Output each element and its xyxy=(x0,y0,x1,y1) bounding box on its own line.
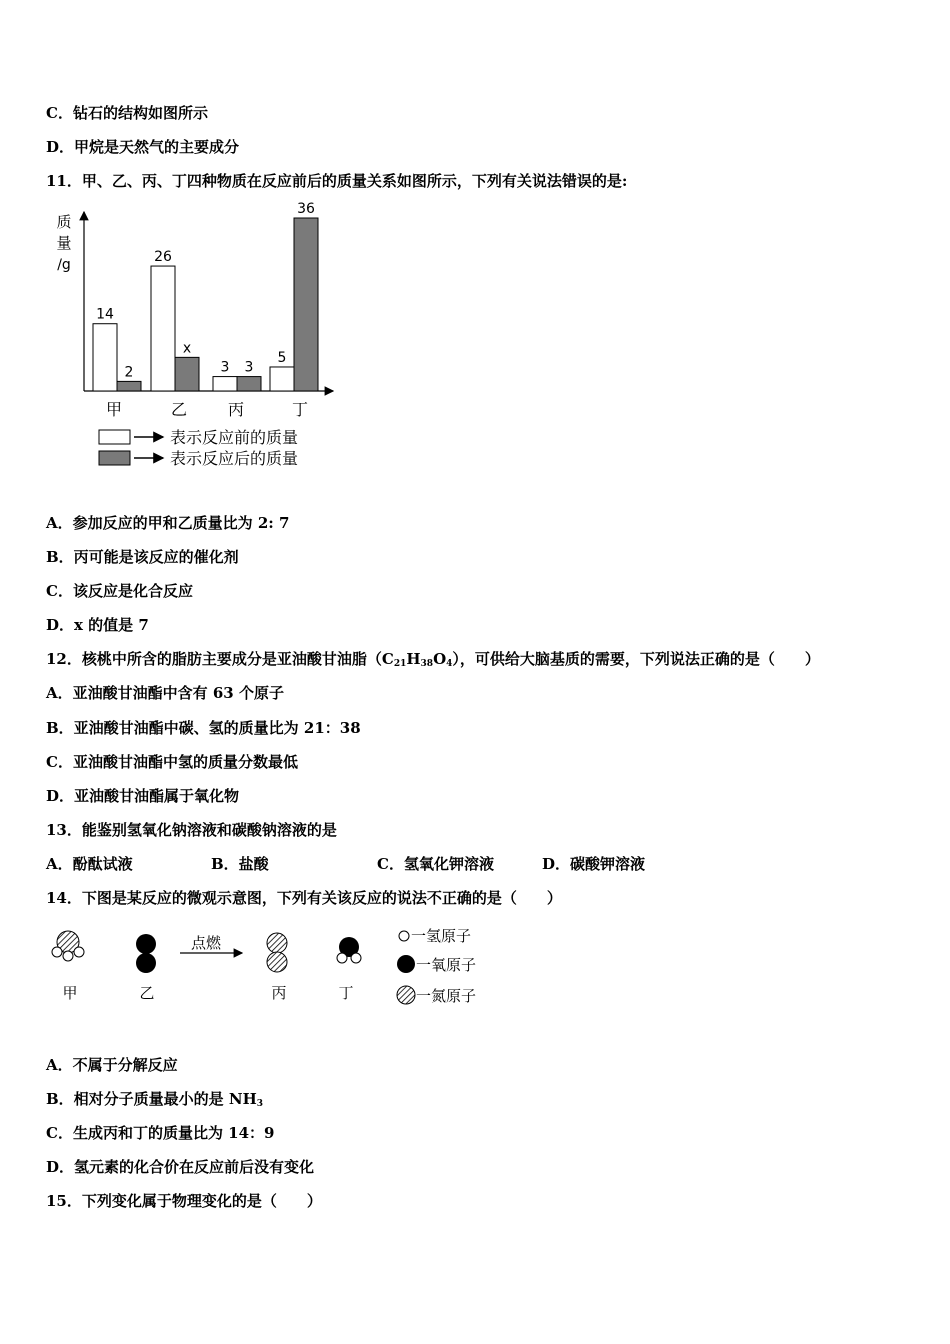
bar-after-2 xyxy=(237,377,261,391)
mass-bar-chart xyxy=(46,198,386,478)
bar-before-1 xyxy=(151,266,175,391)
question-14-stem: 14．下图是某反应的微观示意图，下列有关该反应的说法不正确的是（ ） xyxy=(46,889,562,907)
question-15-stem: 15．下列变化属于物理变化的是（ ） xyxy=(46,1192,322,1210)
bar-before-2 xyxy=(213,377,237,391)
legend-nitrogen-label: 一氮原子 xyxy=(416,987,477,1005)
bar-after-3 xyxy=(294,218,318,391)
q11-option-b: B．丙可能是该反应的催化剂 xyxy=(46,548,239,566)
molecule-ding-h2o xyxy=(337,937,361,963)
category-label-bing: 丙 xyxy=(227,400,245,419)
q11-option-a: A．参加反应的甲和乙质量比为 2: 7 xyxy=(46,514,290,532)
question-11-stem: 11．甲、乙、丙、丁四种物质在反应前后的质量关系如图所示，下列有关说法错误的是: xyxy=(46,172,628,190)
category-label-ding: 丁 xyxy=(291,400,309,419)
label-yi: 乙 xyxy=(139,984,155,1002)
reaction-micro-diagram xyxy=(46,922,506,1012)
q13-option-a: A．酚酞试液 xyxy=(46,855,133,873)
y-label-3: /g xyxy=(57,257,71,273)
label-jia: 甲 xyxy=(62,984,78,1002)
y-label-1: 质 xyxy=(56,213,72,231)
bar-label-before-2: 3 xyxy=(220,359,230,376)
reaction-condition: 点燃 xyxy=(190,934,222,952)
label-ding: 丁 xyxy=(338,984,354,1002)
legend-oxygen-label: 一氧原子 xyxy=(416,956,477,974)
q12-option-a: A．亚油酸甘油酯中含有 63 个原子 xyxy=(46,684,284,702)
legend-label-before: 表示反应前的质量 xyxy=(170,428,299,447)
legend-oxygen-atom xyxy=(397,955,415,973)
q11-option-d: D．x 的值是 7 xyxy=(46,616,149,634)
y-label-2: 量 xyxy=(56,234,72,252)
q12-option-d: D．亚油酸甘油酯属于氧化物 xyxy=(46,787,240,805)
bar-label-before-0: 14 xyxy=(96,306,114,323)
q14-option-a: A．不属于分解反应 xyxy=(46,1056,178,1074)
q12-option-b: B．亚油酸甘油酯中碳、氢的质量比为 21：38 xyxy=(46,719,361,737)
q12-option-c: C．亚油酸甘油酯中氢的质量分数最低 xyxy=(46,753,298,771)
bar-before-0 xyxy=(93,324,117,391)
bar-label-before-3: 5 xyxy=(277,349,287,366)
bar-after-0 xyxy=(117,381,141,391)
question-12-stem: 12．核桃中所含的脂肪主要成分是亚油酸甘油脂$(C_{21}H_{38}O_4)$，可供给大脑基质的需要，下列说法正确的是（ ） xyxy=(46,650,820,669)
molecule-bing-n2 xyxy=(267,933,287,972)
legend-hydrogen-atom xyxy=(399,931,409,941)
legend-hydrogen-label: 一氢原子 xyxy=(411,927,472,945)
q13-option-c: C．氢氧化钾溶液 xyxy=(377,855,494,873)
bar-after-1 xyxy=(175,357,199,391)
legend-label-after: 表示反应后的质量 xyxy=(170,449,299,468)
label-bing: 丙 xyxy=(271,984,287,1002)
q13-option-d: D．碳酸钾溶液 xyxy=(542,855,646,873)
q14-option-c: C．生成丙和丁的质量比为 14：9 xyxy=(46,1124,275,1142)
bar-label-after-3: 36 xyxy=(297,201,315,217)
q13-option-b: B．盐酸 xyxy=(211,855,269,873)
q11-option-c: C．该反应是化合反应 xyxy=(46,582,193,600)
bar-label-after-1: x xyxy=(182,340,192,357)
bar-label-after-0: 2 xyxy=(124,364,134,381)
molecule-yi-o2 xyxy=(136,934,156,973)
q13-options-row xyxy=(46,854,746,874)
legend-nitrogen-atom xyxy=(397,986,415,1004)
option-d-methane: D．甲烷是天然气的主要成分 xyxy=(46,138,240,156)
q14-option-d: D．氢元素的化合价在反应前后没有变化 xyxy=(46,1158,315,1176)
q14-option-b: B．相对分子质量最小的是 $NH_3$ xyxy=(46,1090,264,1109)
category-label-yi: 乙 xyxy=(170,400,188,419)
question-13-stem: 13．能鉴别氢氧化钠溶液和碳酸钠溶液的是 xyxy=(46,821,337,839)
legend-swatch-after xyxy=(99,451,130,465)
option-c-diamond: C．钻石的结构如图所示 xyxy=(46,104,208,122)
bar-before-3 xyxy=(270,367,294,391)
bar-label-after-2: 3 xyxy=(244,359,254,376)
bar-label-before-1: 26 xyxy=(154,249,172,266)
legend-swatch-before xyxy=(99,430,130,444)
category-label-jia: 甲 xyxy=(105,400,123,419)
molecule-jia-nh3 xyxy=(52,931,84,961)
